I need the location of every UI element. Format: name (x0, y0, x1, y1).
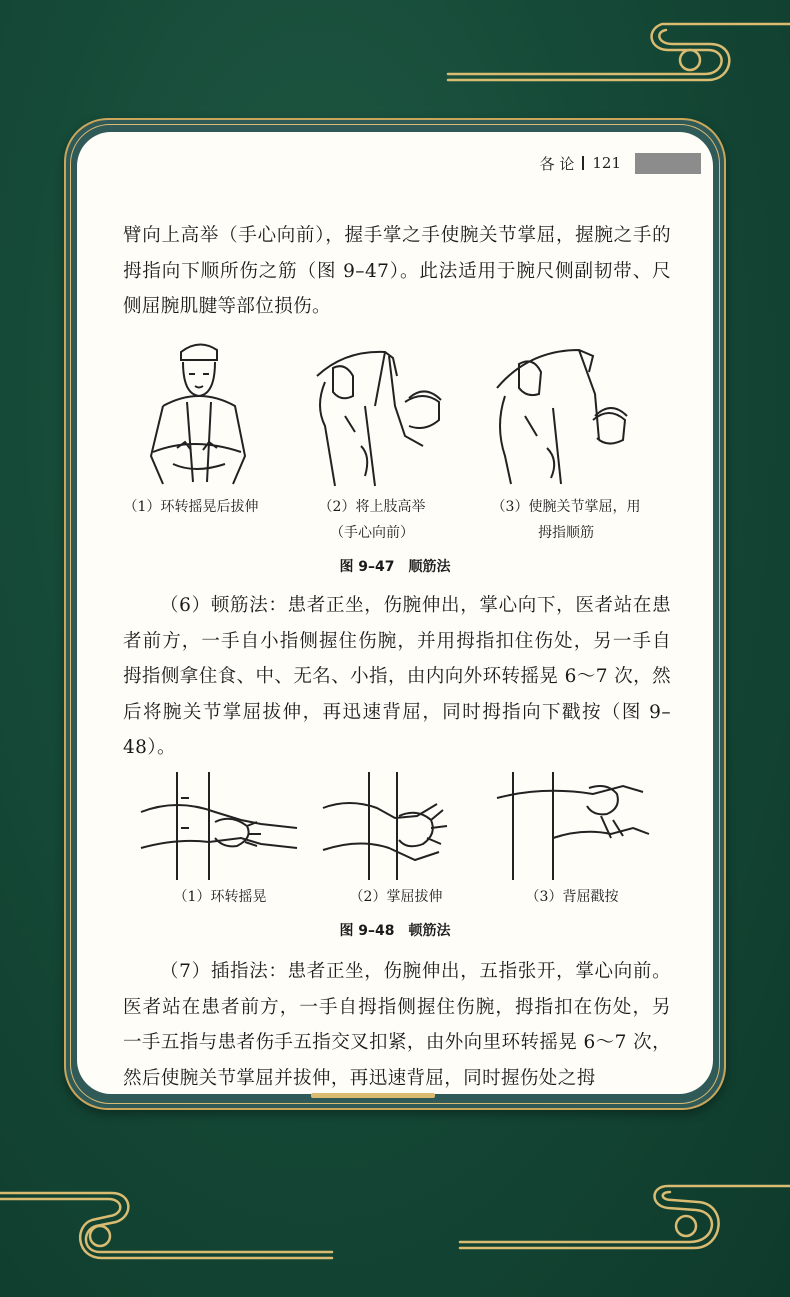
figure-9-48-illustration-2 (319, 768, 469, 880)
figure-9-48-subcaption-2: （2）掌屈拔伸 (349, 889, 443, 905)
paragraph-continued: 臂向上高举（手心向前），握手掌之手使腕关节掌屈，握腕之手的拇指向下顺所伤之筋（图 9–47）。此法适用于腕尺侧副韧带、尺侧屈腕肌腱等部位损伤。 (123, 225, 671, 317)
figure-9-47-subcaption-1: （1）环转摇晃后拔伸 (123, 499, 259, 515)
figure-9-48-subcaption-1: （1）环转摇晃 (173, 889, 267, 905)
figure-9-47-illustration-1 (133, 336, 263, 486)
header-separator (582, 156, 584, 170)
paragraph-6-dunjin-method: （6）顿筋法：患者正坐，伤腕伸出，掌心向下，医者站在患者前方，一手自小指侧握住伤腕，并用拇指扣住伤处，另一手自拇指侧拿住食、中、无名、小指，由内向外环转摇晃 6～7 次，然后将腕关节掌屈拔伸，再迅速背屈，同时拇指向下戳按（图 9–48）。 (123, 595, 671, 758)
figure-9-47-illustration-2 (305, 336, 455, 486)
figure-9-48-illustration-3 (493, 768, 653, 880)
header-tab-marker (635, 153, 701, 174)
figure-9-48-illustration-1 (137, 768, 303, 880)
figure-9-47-illustration-3 (489, 336, 639, 486)
figure-9-47-subcaption-3-line-2: 拇指顺筋 (538, 525, 594, 541)
book-page (77, 132, 713, 1094)
page-bottom-accent (311, 1093, 435, 1098)
figure-9-47-subcaption-2-line-2: （手心向前） (330, 525, 414, 541)
figure-9-47-subcaption-2-line-1: （2）将上肢高举 (318, 499, 426, 515)
paragraph-7-chazhi-method: （7）插指法：患者正坐，伤腕伸出，五指张开，掌心向前。医者站在患者前方，一手自拇指侧握住伤腕，拇指扣在伤处，另一手五指与患者伤手五指交叉扣紧，由外向里环转摇晃 6～7 次，然后使腕关节掌屈并拔伸，再迅速背屈，同时握伤处之拇 (123, 961, 671, 1089)
figure-9-47-caption: 图 9–47 顺筋法 (339, 559, 451, 575)
page-number: 121 (592, 154, 621, 172)
figure-9-47-subcaption-3-line-1: （3）使腕关节掌屈，用 (491, 499, 641, 515)
figure-9-48-subcaption-3: （3）背屈戳按 (525, 889, 619, 905)
section-title: 各 论 (539, 154, 575, 173)
figure-9-48-caption: 图 9–48 顿筋法 (339, 923, 451, 939)
running-header (540, 152, 701, 174)
